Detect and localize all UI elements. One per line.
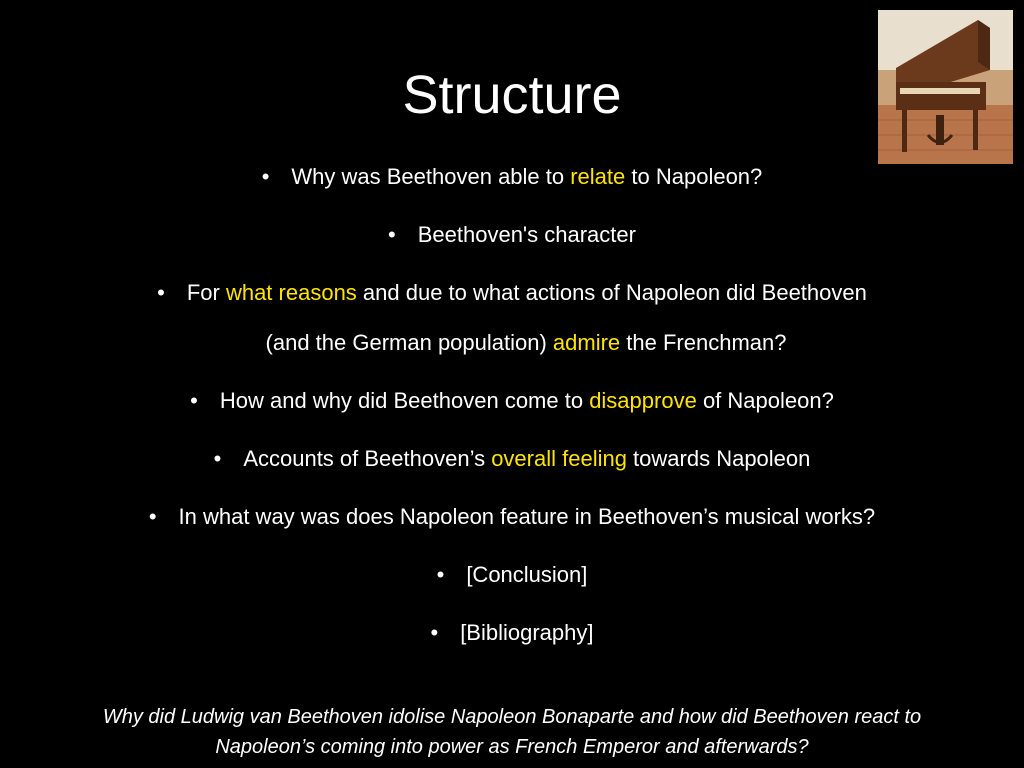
list-item: • [Conclusion]	[436, 562, 588, 587]
research-question: Why did Ludwig van Beethoven idolise Napoleon Bonaparte and how did Beethoven react to Napoleon’s coming into power as French Emperor and afterwards?	[102, 706, 922, 758]
list-item: • For what reasons and due to what actions of Napoleon did Beethoven (and the German population) admire the Frenchman?	[157, 280, 867, 355]
list-item: • Beethoven's character	[388, 222, 636, 247]
list-item: • Why was Beethoven able to relate to Napoleon?	[261, 164, 763, 189]
bullet-list	[60, 160, 964, 674]
slide-title: Structure	[402, 65, 622, 125]
list-item: • Accounts of Beethoven’s overall feeling towards Napoleon	[213, 446, 811, 471]
list-item: • [Bibliography]	[430, 620, 594, 645]
piano-image	[878, 10, 1013, 164]
list-item: • How and why did Beethoven come to disapprove of Napoleon?	[190, 388, 834, 413]
list-item: • In what way was does Napoleon feature in Beethoven’s musical works?	[148, 504, 876, 529]
